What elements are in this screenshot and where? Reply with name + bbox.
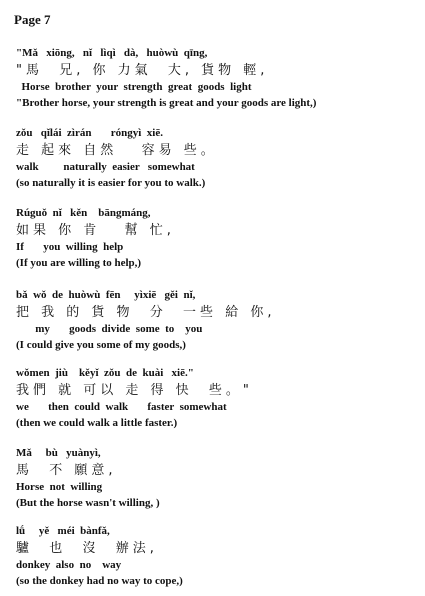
- hanzi-line: 我們 就 可以 走 得 快 些。": [16, 383, 253, 398]
- page-title: Page 7: [14, 12, 51, 27]
- gloss-line: Horse brother your strength great goods light: [16, 81, 252, 93]
- gloss-line: Horse not willing: [16, 481, 103, 493]
- translation-line: (I could give you some of my goods,): [16, 339, 186, 351]
- pinyin-line: wǒmen jiù kěyǐ zǒu de kuài xiē.": [16, 367, 194, 379]
- gloss-line: we then could walk faster somewhat: [16, 401, 227, 413]
- gloss-line: If you willing help: [16, 241, 124, 253]
- pinyin-line: "Mǎ xiōng, nǐ lìqì dà, huòwù qīng,: [16, 47, 208, 59]
- pinyin-line: bǎ wǒ de huòwù fēn yìxiē gěi nǐ,: [16, 289, 196, 301]
- hanzi-line: 驢 也 沒 辦法,: [16, 541, 158, 556]
- hanzi-line: 把 我 的 貨 物 分 一些 給 你,: [16, 305, 276, 320]
- hanzi-line: 如果 你 肯 幫 忙,: [16, 223, 175, 238]
- translation-line: (so the donkey had no way to cope,): [16, 575, 183, 587]
- hanzi-line: 馬 不 願意,: [16, 463, 117, 478]
- gloss-line: walk naturally easier somewhat: [16, 161, 195, 173]
- translation-line: (If you are willing to help,): [16, 257, 142, 269]
- translation-line: (But the horse wasn't willing, ): [16, 497, 160, 509]
- gloss-line: my goods divide some to you: [16, 323, 203, 335]
- hanzi-line: 走 起來 自然 容易 些。: [16, 143, 218, 158]
- pinyin-line: Rúguǒ nǐ kěn bāngmáng,: [16, 207, 151, 219]
- translation-line: "Brother horse, your strength is great and your goods are light,): [16, 97, 317, 109]
- pinyin-line: Mǎ bù yuànyì,: [16, 447, 101, 459]
- pinyin-line: lǘ yě méi bànfǎ,: [16, 525, 110, 537]
- pinyin-line: zǒu qǐlái zìrán róngyì xiē.: [16, 127, 163, 139]
- translation-line: (so naturally it is easier for you to walk.): [16, 177, 206, 189]
- translation-line: (then we could walk a little faster.): [16, 417, 178, 429]
- hanzi-line: "馬 兄, 你 力氣 大, 貨物 輕,: [16, 63, 269, 78]
- gloss-line: donkey also no way: [16, 559, 122, 571]
